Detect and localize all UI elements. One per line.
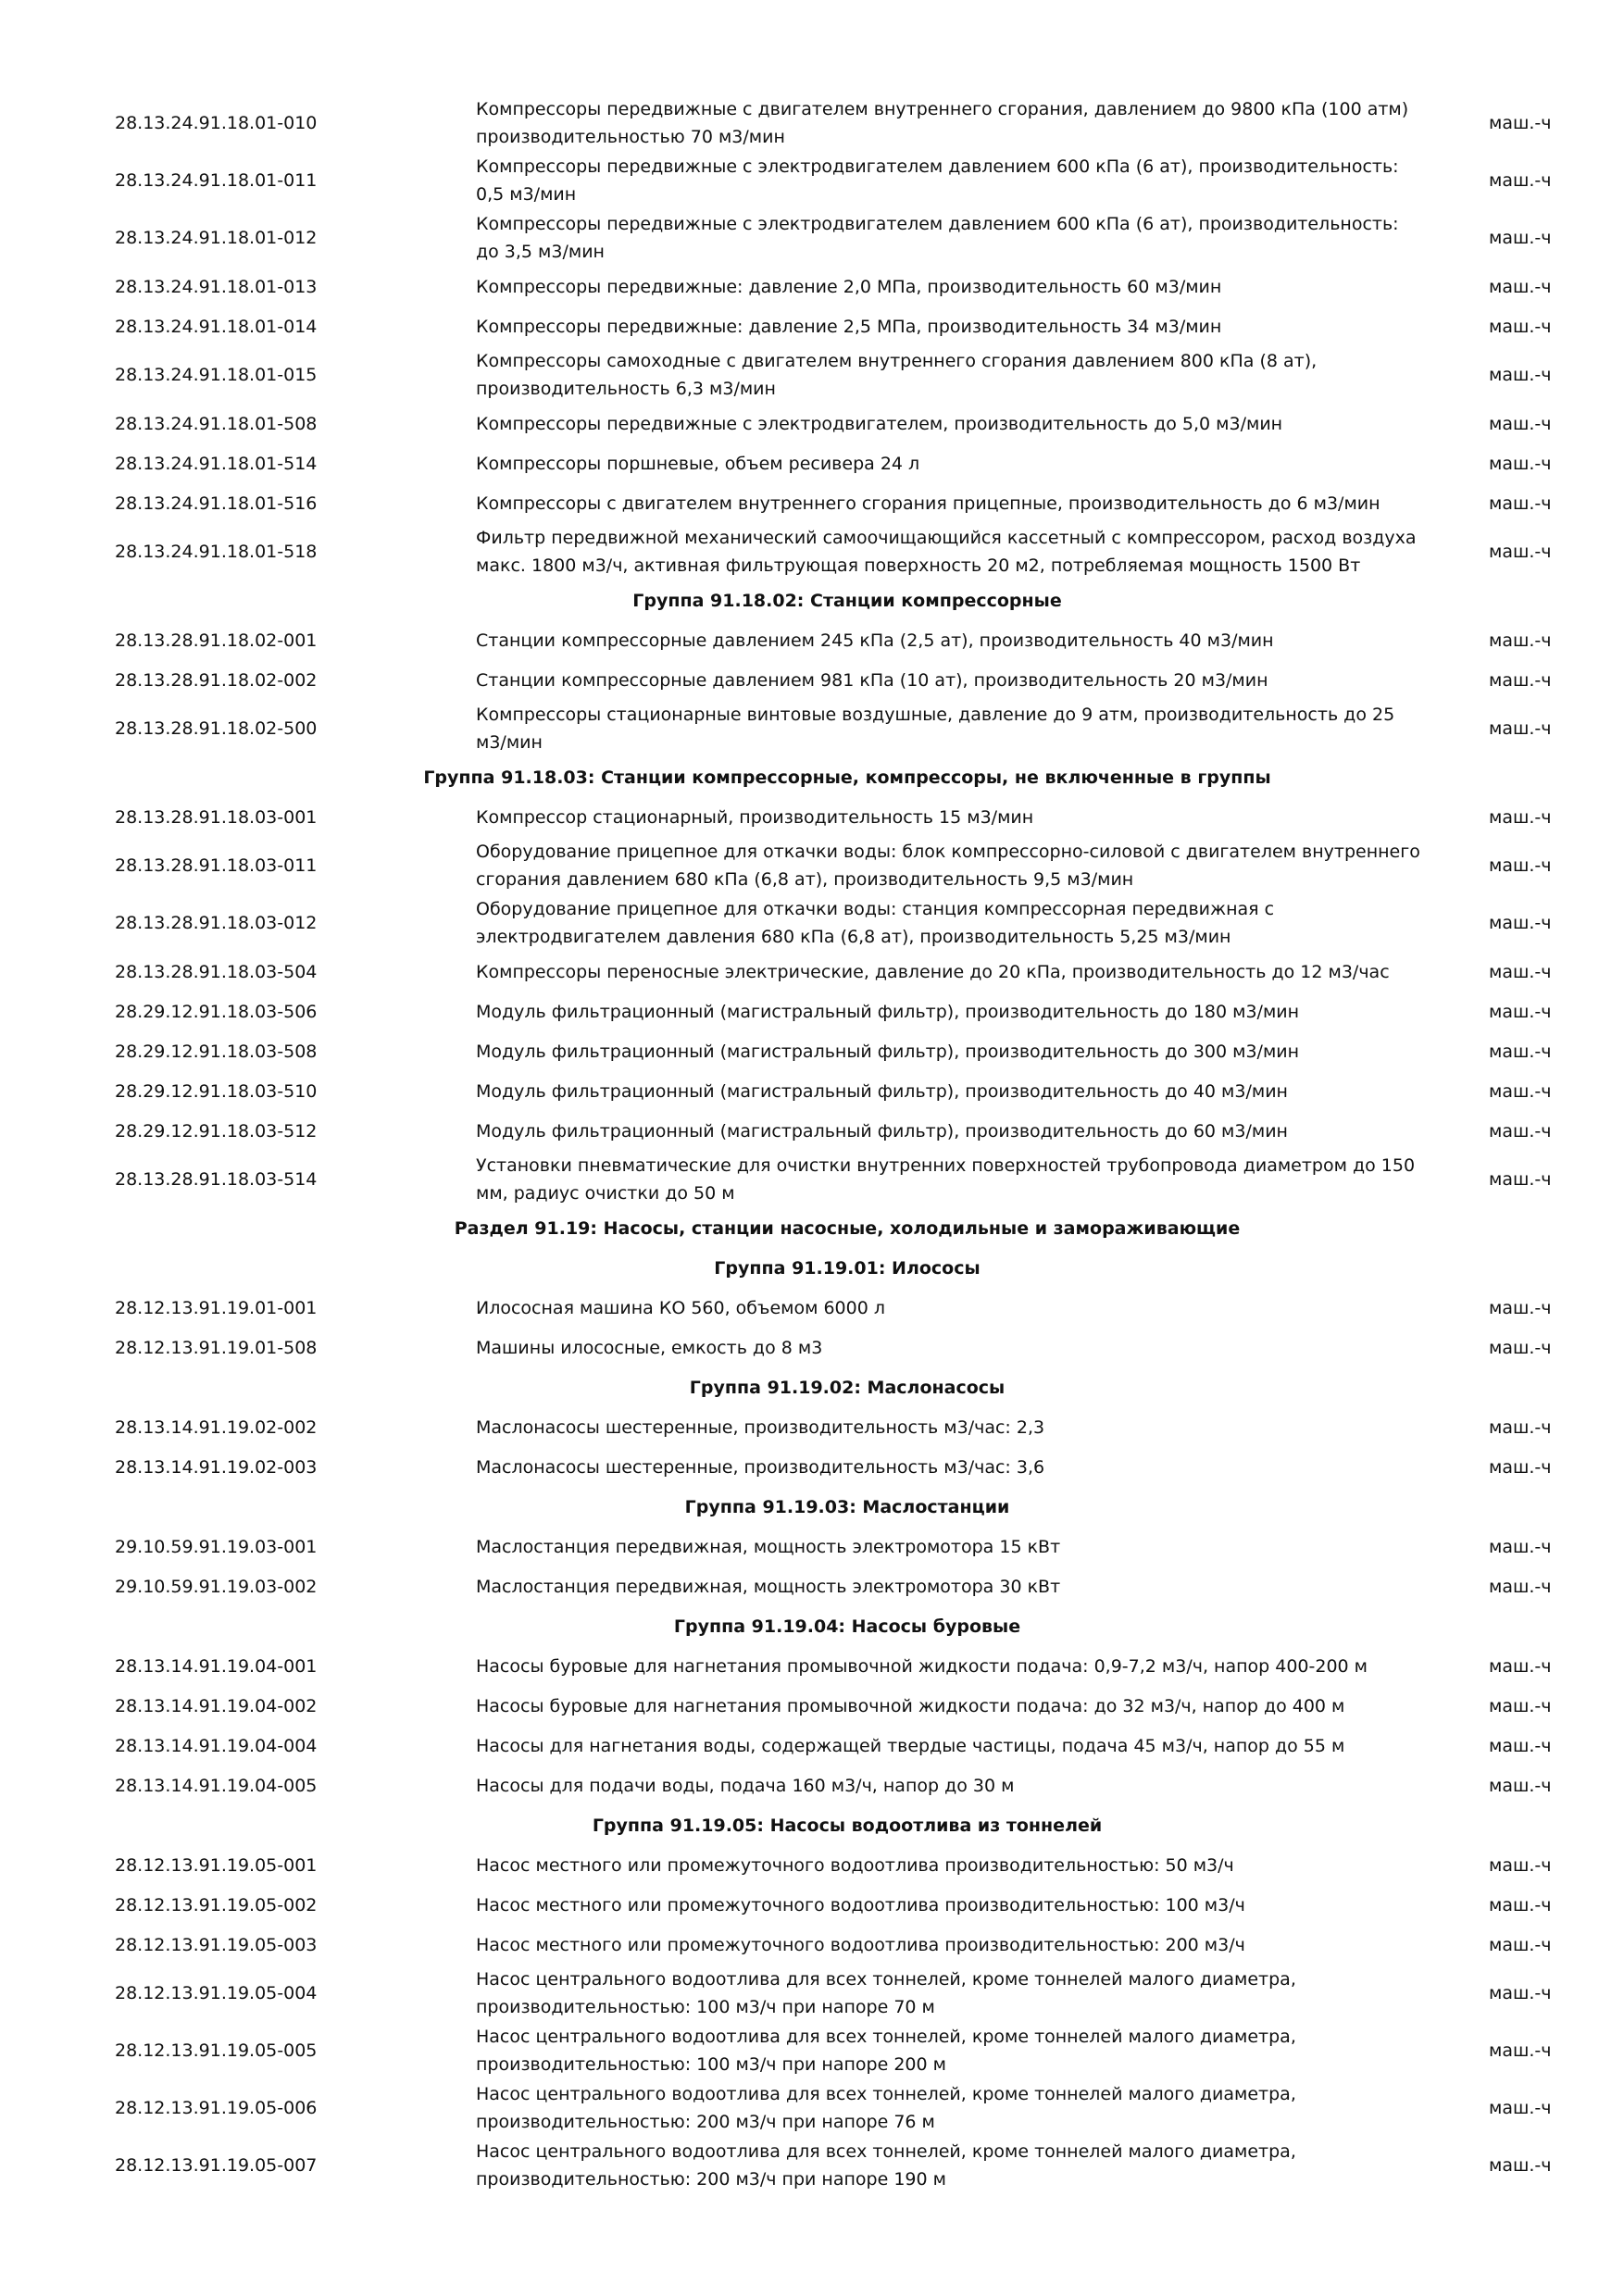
group-heading — [0, 1487, 1624, 1527]
resource-code: 29.10.59.91.19.03-001 — [115, 1536, 318, 1557]
group-heading — [0, 1208, 1624, 1248]
unit-of-measure: маш.-ч — [1489, 1695, 1552, 1716]
resource-description: Компрессоры переносные электрические, давление до 20 кПа, производительность до 12 м3/час — [476, 961, 1390, 982]
unit-of-measure: маш.-ч — [1489, 806, 1552, 828]
table-row — [0, 209, 1624, 267]
resource-code: 28.13.28.91.18.02-500 — [115, 718, 318, 739]
table-row — [0, 620, 1624, 660]
resource-code: 29.10.59.91.19.03-002 — [115, 1576, 318, 1597]
group-heading — [0, 757, 1624, 797]
unit-of-measure: маш.-ч — [1489, 542, 1552, 562]
unit-of-measure: маш.-ч — [1489, 961, 1552, 982]
resource-description: Насосы для подачи воды, подача 160 м3/ч, напор до 30 м — [476, 1775, 1015, 1796]
resource-description: Компрессоры передвижные с электродвигателем, производительность до 5,0 м3/мин — [476, 413, 1283, 434]
resource-description: Насосы буровые для нагнетания промывочной жидкости подача: до 32 м3/ч, напор до 400 м — [476, 1695, 1345, 1716]
resource-code: 28.13.28.91.18.03-001 — [115, 806, 318, 828]
resource-code: 28.13.24.91.18.01-518 — [115, 542, 318, 562]
resource-code: 28.13.24.91.18.01-514 — [115, 453, 318, 474]
resource-code: 28.29.12.91.18.03-510 — [115, 1080, 318, 1102]
resource-description: Модуль фильтрационный (магистральный фильтр), производительность до 300 м3/мин — [476, 1041, 1300, 1062]
resource-description: Маслостанция передвижная, мощность электромотора 30 кВт — [476, 1576, 1061, 1597]
resource-code: 28.13.24.91.18.01-011 — [115, 170, 318, 191]
resource-description: Компрессор стационарный, производительность 15 м3/мин — [476, 806, 1034, 828]
resource-code: 28.13.24.91.18.01-508 — [115, 413, 318, 434]
resource-description: Компрессоры передвижные: давление 2,5 МПа, производительность 34 м3/мин — [476, 316, 1222, 337]
table-row — [0, 1407, 1624, 1447]
table-row — [0, 1527, 1624, 1566]
group-title: Группа 91.19.03: Маслостанции — [684, 1496, 1010, 1517]
resource-description: Илососная машина КО 560, объемом 6000 л — [476, 1297, 886, 1318]
unit-of-measure: маш.-ч — [1489, 913, 1552, 933]
table-row — [0, 660, 1624, 700]
table-row — [0, 306, 1624, 346]
unit-of-measure: маш.-ч — [1489, 1934, 1552, 1955]
resource-description: Насос местного или промежуточного водоотлива производительностью: 100 м3/ч — [476, 1894, 1245, 1915]
resource-code: 28.12.13.91.19.05-003 — [115, 1934, 318, 1955]
group-title: Группа 91.19.01: Илососы — [714, 1257, 981, 1279]
resource-code: 28.12.13.91.19.01-001 — [115, 1297, 318, 1318]
group-title: Группа 91.19.05: Насосы водоотлива из тоннелей — [592, 1815, 1103, 1836]
unit-of-measure: маш.-ч — [1489, 669, 1552, 691]
group-title: Группа 91.18.03: Станции компрессорные, компрессоры, не включенные в группы — [423, 767, 1271, 788]
resource-code: 28.13.28.91.18.03-012 — [115, 913, 318, 933]
group-heading — [0, 1606, 1624, 1646]
resource-description: Маслонасосы шестеренные, производительность м3/час: 2,3 — [476, 1416, 1045, 1438]
unit-of-measure: маш.-ч — [1489, 1080, 1552, 1102]
group-heading — [0, 580, 1624, 620]
resource-description: Модуль фильтрационный (магистральный фильтр), производительность до 180 м3/мин — [476, 1001, 1300, 1022]
table-row — [0, 1686, 1624, 1726]
resource-code: 28.12.13.91.19.05-006 — [115, 2098, 318, 2118]
group-title: Раздел 91.19: Насосы, станции насосные, холодильные и замораживающие — [454, 1217, 1241, 1239]
unit-of-measure: маш.-ч — [1489, 855, 1552, 876]
table-row — [0, 1965, 1624, 2022]
resource-description: Компрессоры самоходные с двигателем внутреннего сгорания давлением 800 кПа (8 ат), производительность 6,3 м3/мин — [476, 351, 1318, 399]
resource-code: 28.12.13.91.19.05-005 — [115, 2040, 318, 2061]
unit-of-measure: маш.-ч — [1489, 718, 1552, 739]
resource-description: Станции компрессорные давлением 981 кПа (10 ат), производительность 20 м3/мин — [476, 669, 1268, 691]
resource-code: 28.13.14.91.19.04-001 — [115, 1655, 318, 1677]
unit-of-measure: маш.-ч — [1489, 1416, 1552, 1438]
table-row — [0, 1111, 1624, 1151]
table-row — [0, 837, 1624, 894]
resource-code: 28.13.14.91.19.02-002 — [115, 1416, 318, 1438]
table-row — [0, 797, 1624, 837]
group-title: Группа 91.18.02: Станции компрессорные — [632, 590, 1062, 611]
resource-code: 28.29.12.91.18.03-506 — [115, 1001, 318, 1022]
unit-of-measure: маш.-ч — [1489, 170, 1552, 191]
table-row — [0, 443, 1624, 483]
table-row — [0, 404, 1624, 443]
unit-of-measure: маш.-ч — [1489, 316, 1552, 337]
resource-description: Насос центрального водоотлива для всех тоннелей, кроме тоннелей малого диаметра, производительностью: 200 м3/ч при напоре 190 м — [476, 2141, 1296, 2190]
resource-description: Маслонасосы шестеренные, производительность м3/час: 3,6 — [476, 1456, 1045, 1478]
unit-of-measure: маш.-ч — [1489, 113, 1552, 133]
resource-code: 28.13.28.91.18.02-002 — [115, 669, 318, 691]
table-row — [0, 1328, 1624, 1367]
table-row — [0, 1766, 1624, 1805]
resource-description: Компрессоры передвижные с двигателем внутреннего сгорания, давлением до 9800 кПа (100 атм) производительностью 70 м3/мин — [476, 99, 1409, 147]
resource-code: 28.13.24.91.18.01-010 — [115, 113, 318, 133]
table-row — [0, 2137, 1624, 2194]
resource-description: Оборудование прицепное для откачки воды: станция компрессорная передвижная с электродвигателем давления 680 кПа (6,8 ат), производительность 5,25 м3/мин — [476, 899, 1275, 947]
resource-description: Насос местного или промежуточного водоотлива производительностью: 50 м3/ч — [476, 1854, 1234, 1876]
unit-of-measure: маш.-ч — [1489, 1854, 1552, 1876]
table-row — [0, 267, 1624, 306]
resource-code: 28.12.13.91.19.01-508 — [115, 1337, 318, 1358]
table-row — [0, 992, 1624, 1031]
resource-description: Машины илососные, емкость до 8 м3 — [476, 1337, 823, 1358]
resource-description: Оборудование прицепное для откачки воды: блок компрессорно-силовой с двигателем внутреннего сгорания давлением 680 кПа (6,8 ат), производительность 9,5 м3/мин — [476, 842, 1420, 890]
unit-of-measure: маш.-ч — [1489, 1536, 1552, 1557]
table-row — [0, 1288, 1624, 1328]
unit-of-measure: маш.-ч — [1489, 365, 1552, 385]
table-row — [0, 2079, 1624, 2137]
resource-code: 28.13.14.91.19.04-002 — [115, 1695, 318, 1716]
table-row — [0, 346, 1624, 404]
unit-of-measure: маш.-ч — [1489, 1456, 1552, 1478]
table-row — [0, 152, 1624, 209]
unit-of-measure: маш.-ч — [1489, 1775, 1552, 1796]
unit-of-measure: маш.-ч — [1489, 1735, 1552, 1756]
resource-description: Насос центрального водоотлива для всех тоннелей, кроме тоннелей малого диаметра, производительностью: 100 м3/ч при напоре 70 м — [476, 1969, 1296, 2017]
resource-code: 28.13.14.91.19.04-004 — [115, 1735, 318, 1756]
resource-code: 28.13.28.91.18.02-001 — [115, 630, 318, 651]
resource-description: Компрессоры поршневые, объем ресивера 24 л — [476, 453, 920, 474]
resource-description: Модуль фильтрационный (магистральный фильтр), производительность до 60 м3/мин — [476, 1120, 1288, 1142]
table-row — [0, 1646, 1624, 1686]
resource-code: 28.29.12.91.18.03-508 — [115, 1041, 318, 1062]
unit-of-measure: маш.-ч — [1489, 1041, 1552, 1062]
table-row — [0, 1726, 1624, 1766]
resource-code: 28.12.13.91.19.05-004 — [115, 1983, 318, 2003]
unit-of-measure: маш.-ч — [1489, 1337, 1552, 1358]
unit-of-measure: маш.-ч — [1489, 1983, 1552, 2003]
resource-description: Фильтр передвижной механический самоочищающийся кассетный с компрессором, расход воздуха макс. 1800 м3/ч, активная фильтрующая поверхность 20 м2, потребляемая мощность 1500 Вт — [476, 528, 1417, 576]
resource-description: Насос местного или промежуточного водоотлива производительностью: 200 м3/ч — [476, 1934, 1245, 1955]
table-row — [0, 1071, 1624, 1111]
resource-description: Насос центрального водоотлива для всех тоннелей, кроме тоннелей малого диаметра, производительностью: 100 м3/ч при напоре 200 м — [476, 2027, 1296, 2075]
resource-description: Компрессоры передвижные с электродвигателем давлением 600 кПа (6 ат), производительность: 0,5 м3/мин — [476, 156, 1399, 205]
unit-of-measure: маш.-ч — [1489, 228, 1552, 248]
unit-of-measure: маш.-ч — [1489, 1894, 1552, 1915]
group-heading — [0, 1367, 1624, 1407]
table-row — [0, 894, 1624, 952]
resource-description: Компрессоры передвижные: давление 2,0 МПа, производительность 60 м3/мин — [476, 276, 1222, 297]
table-row — [0, 1925, 1624, 1965]
table-row — [0, 1151, 1624, 1208]
resource-code: 28.13.28.91.18.03-514 — [115, 1169, 318, 1190]
unit-of-measure: маш.-ч — [1489, 276, 1552, 297]
unit-of-measure: маш.-ч — [1489, 413, 1552, 434]
table-row — [0, 523, 1624, 580]
unit-of-measure: маш.-ч — [1489, 493, 1552, 514]
resource-code: 28.13.24.91.18.01-516 — [115, 493, 318, 514]
resource-code: 28.13.28.91.18.03-504 — [115, 961, 318, 982]
unit-of-measure: маш.-ч — [1489, 1576, 1552, 1597]
unit-of-measure: маш.-ч — [1489, 630, 1552, 651]
resource-code: 28.12.13.91.19.05-007 — [115, 2155, 318, 2176]
resource-code: 28.12.13.91.19.05-001 — [115, 1854, 318, 1876]
resource-description: Модуль фильтрационный (магистральный фильтр), производительность до 40 м3/мин — [476, 1080, 1288, 1102]
table-row — [0, 1845, 1624, 1885]
table-row — [0, 700, 1624, 757]
resource-description: Компрессоры стационарные винтовые воздушные, давление до 9 атм, производительность до 25 м3/мин — [476, 705, 1395, 753]
resource-code: 28.29.12.91.18.03-512 — [115, 1120, 318, 1142]
resource-code: 28.12.13.91.19.05-002 — [115, 1894, 318, 1915]
unit-of-measure: маш.-ч — [1489, 2098, 1552, 2118]
table-row — [0, 1447, 1624, 1487]
table-row — [0, 1885, 1624, 1925]
resource-description: Станции компрессорные давлением 245 кПа (2,5 ат), производительность 40 м3/мин — [476, 630, 1274, 651]
resource-code: 28.13.24.91.18.01-014 — [115, 316, 318, 337]
unit-of-measure: маш.-ч — [1489, 2040, 1552, 2061]
resource-description: Насосы для нагнетания воды, содержащей твердые частицы, подача 45 м3/ч, напор до 55 м — [476, 1735, 1345, 1756]
unit-of-measure: маш.-ч — [1489, 1655, 1552, 1677]
unit-of-measure: маш.-ч — [1489, 453, 1552, 474]
resource-description: Установки пневматические для очистки внутренних поверхностей трубопровода диаметром до 150 мм, радиус очистки до 50 м — [476, 1155, 1416, 1204]
resource-description: Насосы буровые для нагнетания промывочной жидкости подача: 0,9-7,2 м3/ч, напор 400-200 м — [476, 1655, 1368, 1677]
table-row — [0, 952, 1624, 992]
table-row — [0, 483, 1624, 523]
unit-of-measure: маш.-ч — [1489, 1120, 1552, 1142]
unit-of-measure: маш.-ч — [1489, 2155, 1552, 2176]
table-row — [0, 1566, 1624, 1606]
resource-code: 28.13.24.91.18.01-013 — [115, 276, 318, 297]
resource-description: Компрессоры передвижные с электродвигателем давлением 600 кПа (6 ат), производительность: до 3,5 м3/мин — [476, 214, 1399, 262]
group-title: Группа 91.19.02: Маслонасосы — [689, 1377, 1006, 1398]
unit-of-measure: маш.-ч — [1489, 1297, 1552, 1318]
resource-description: Компрессоры с двигателем внутреннего сгорания прицепные, производительность до 6 м3/мин — [476, 493, 1380, 514]
resource-code: 28.13.14.91.19.02-003 — [115, 1456, 318, 1478]
table-row — [0, 1031, 1624, 1071]
table-row — [0, 2022, 1624, 2079]
price-list-page — [0, 94, 1624, 2194]
group-heading — [0, 1248, 1624, 1288]
resource-code: 28.13.14.91.19.04-005 — [115, 1775, 318, 1796]
unit-of-measure: маш.-ч — [1489, 1001, 1552, 1022]
resource-code: 28.13.28.91.18.03-011 — [115, 855, 318, 876]
table-row — [0, 94, 1624, 152]
group-heading — [0, 1805, 1624, 1845]
unit-of-measure: маш.-ч — [1489, 1169, 1552, 1190]
resource-description: Маслостанция передвижная, мощность электромотора 15 кВт — [476, 1536, 1061, 1557]
resource-code: 28.13.24.91.18.01-012 — [115, 228, 318, 248]
resource-description: Насос центрального водоотлива для всех тоннелей, кроме тоннелей малого диаметра, производительностью: 200 м3/ч при напоре 76 м — [476, 2084, 1296, 2132]
resource-code: 28.13.24.91.18.01-015 — [115, 365, 318, 385]
group-title: Группа 91.19.04: Насосы буровые — [673, 1616, 1021, 1637]
